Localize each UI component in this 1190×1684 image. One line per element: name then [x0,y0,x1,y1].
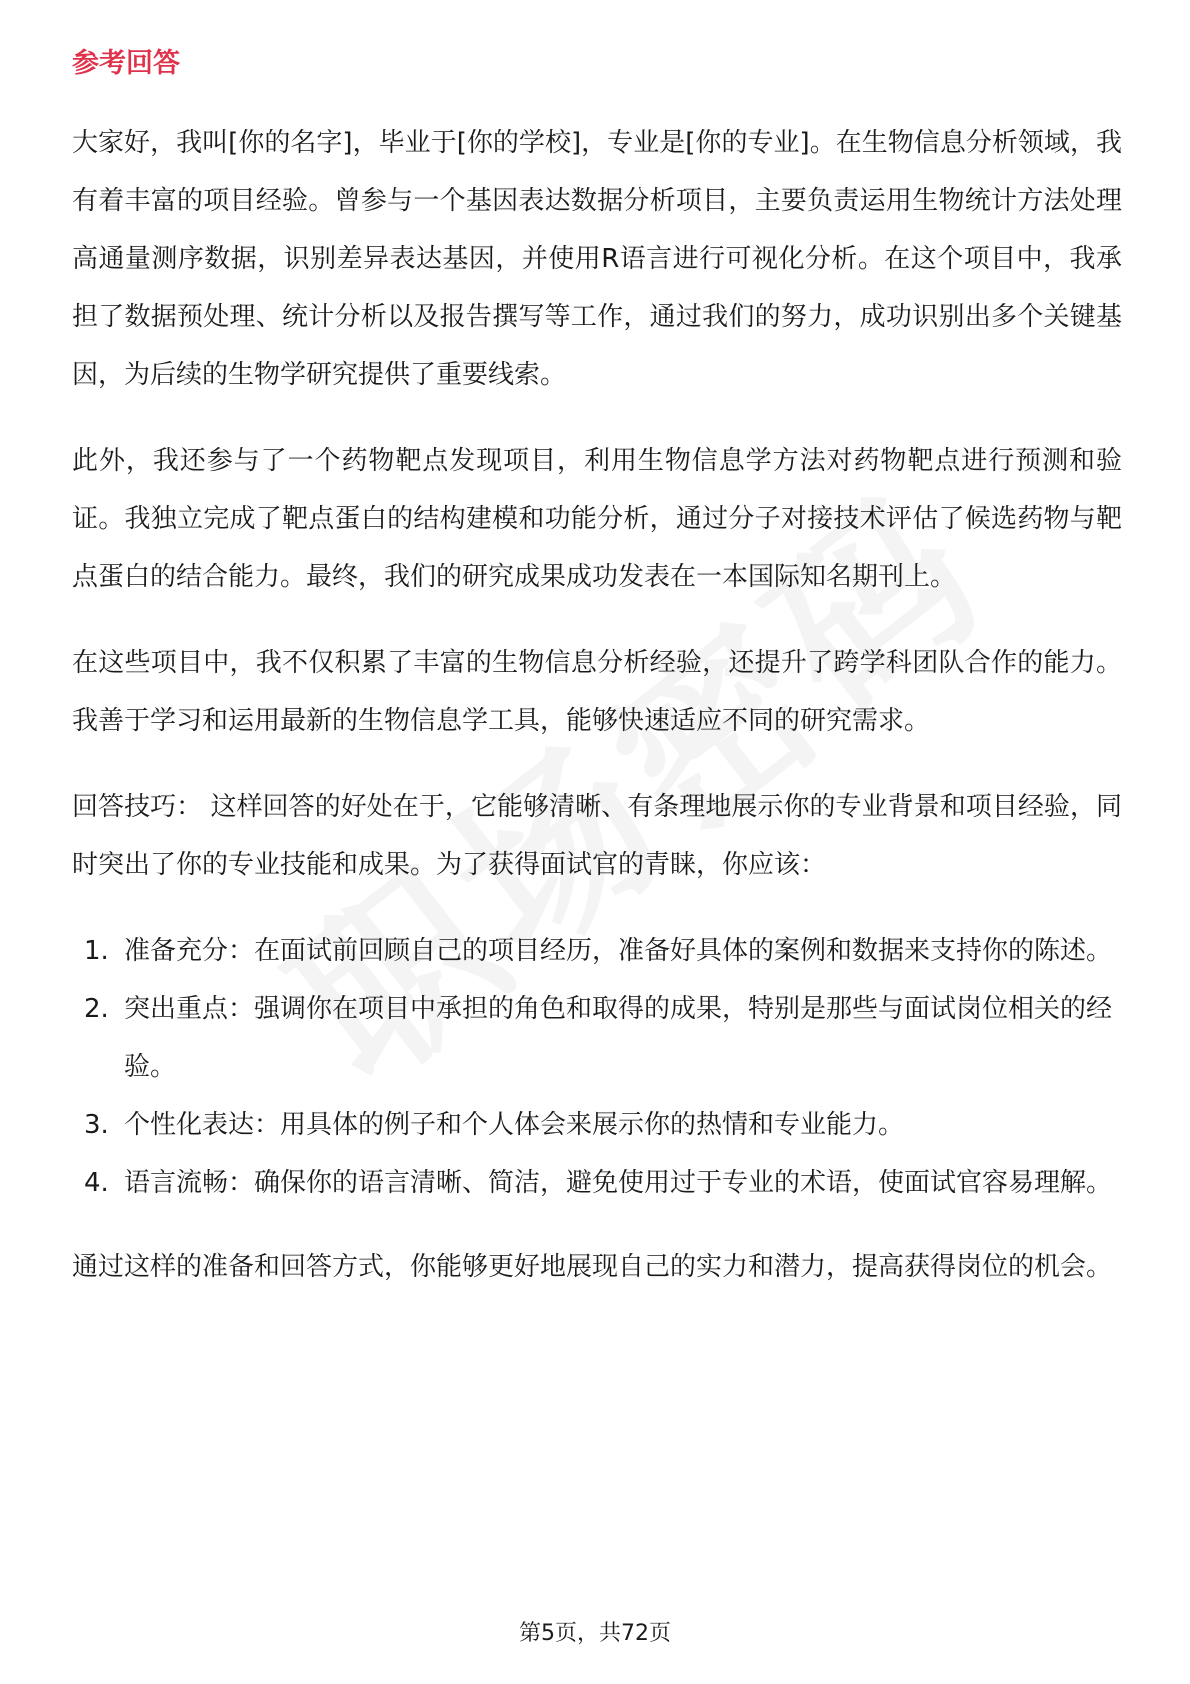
list-item-text: 语言流畅：确保你的语言清晰、简洁，避免使用过于专业的术语，使面试官容易理解。 [124,1168,1113,1198]
list-item [72,1154,1122,1212]
answer-paragraph-2: 此外，我还参与了一个药物靶点发现项目，利用生物信息学方法对药物靶点进行预测和验证。我独立完成了靶点蛋白的结构建模和功能分析，通过分子对接技术评估了候选药物与靶点蛋白的结合能力。最终，我们的研究成果成功发表在一本国际知名期刊上。 [72,446,1122,592]
list-item [72,1096,1122,1154]
tips-list [72,922,1122,1212]
answer-paragraph-3: 在这些项目中，我不仅积累了丰富的生物信息分析经验，还提升了跨学科团队合作的能力。我善于学习和运用最新的生物信息学工具，能够快速适应不同的研究需求。 [72,648,1122,736]
section-heading: 参考回答 [72,48,180,79]
list-item-number: 1. [84,936,109,966]
list-item [72,980,1122,1096]
page-number-footer: 第5页，共72页 [519,1621,671,1646]
list-item-number: 3. [84,1110,109,1140]
list-item-number: 2. [84,994,109,1024]
answer-paragraph-1: 大家好，我叫[你的名字]，毕业于[你的学校]，专业是[你的专业]。在生物信息分析领域，我有着丰富的项目经验。曾参与一个基因表达数据分析项目，主要负责运用生物统计方法处理高通量测序数据，识别差异表达基因，并使用R语言进行可视化分析。在这个项目中，我承担了数据预处理、统计分析以及报告撰写等工作，通过我们的努力，成功识别出多个关键基因，为后续的生物学研究提供了重要线索。 [72,128,1122,390]
list-item-text: 个性化表达：用具体的例子和个人体会来展示你的热情和专业能力。 [124,1110,905,1140]
list-item [72,922,1122,980]
list-item-text: 准备充分：在面试前回顾自己的项目经历，准备好具体的案例和数据来支持你的陈述。 [124,936,1113,966]
page-content [72,44,1122,1324]
list-item-text: 突出重点：强调你在项目中承担的角色和取得的成果，特别是那些与面试岗位相关的经验。 [124,994,1113,1082]
closing-paragraph: 通过这样的准备和回答方式，你能够更好地展现自己的实力和潜力，提高获得岗位的机会。 [72,1252,1113,1282]
tips-intro-paragraph: 回答技巧： 这样回答的好处在于，它能够清晰、有条理地展示你的专业背景和项目经验，同时突出了你的专业技能和成果。为了获得面试官的青睐，你应该： [72,792,1122,880]
list-item-number: 4. [84,1168,109,1198]
